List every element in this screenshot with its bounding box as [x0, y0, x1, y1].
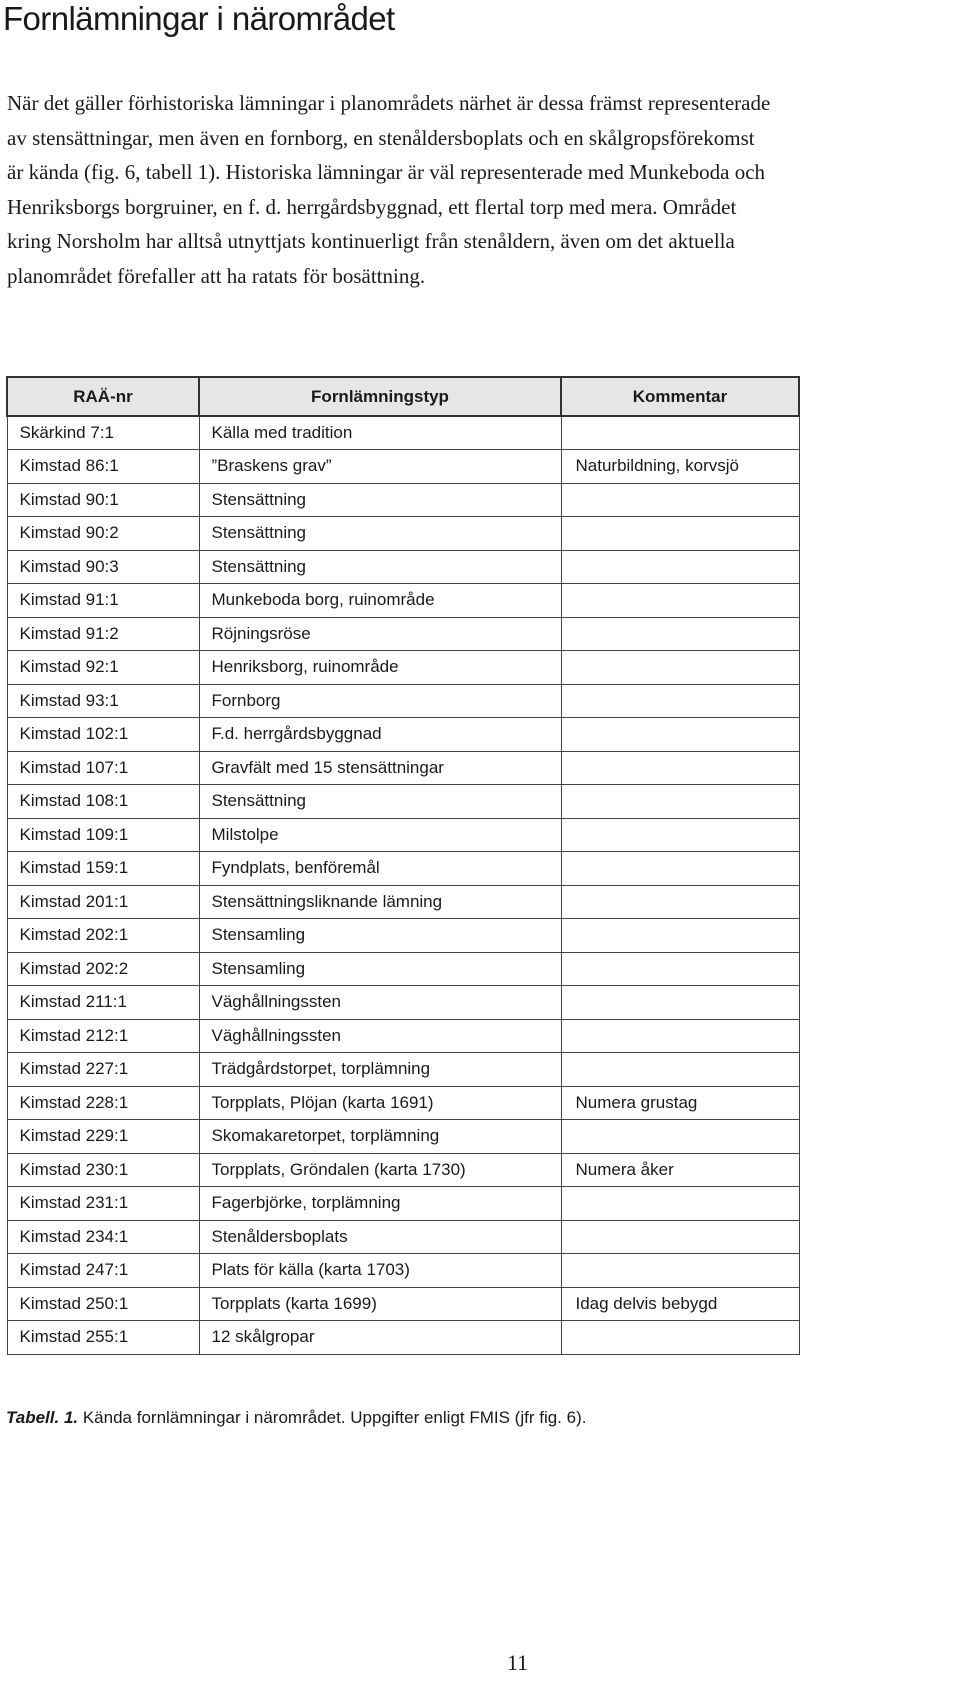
table-row [7, 885, 799, 919]
table-row [7, 483, 799, 517]
table-row [7, 584, 799, 618]
cell-fornlamningstyp: Stensättning [199, 550, 561, 584]
table-row [7, 785, 799, 819]
cell-fornlamningstyp: Röjningsröse [199, 617, 561, 651]
cell-fornlamningstyp: Fornborg [199, 684, 561, 718]
cell-fornlamningstyp: 12 skålgropar [199, 1321, 561, 1355]
cell-fornlamningstyp: Fyndplats, benföremål [199, 852, 561, 886]
table-row [7, 617, 799, 651]
cell-kommentar [561, 550, 799, 584]
cell-fornlamningstyp: ”Braskens grav” [199, 450, 561, 484]
cell-kommentar [561, 1254, 799, 1288]
caption-text: Kända fornlämningar i närområdet. Uppgifter enligt FMIS (jfr fig. 6). [78, 1408, 587, 1427]
cell-raa-nr: Kimstad 228:1 [7, 1086, 199, 1120]
table-body [7, 416, 799, 1354]
cell-fornlamningstyp: Milstolpe [199, 818, 561, 852]
cell-fornlamningstyp: Skomakaretorpet, torplämning [199, 1120, 561, 1154]
cell-kommentar [561, 1053, 799, 1087]
cell-kommentar [561, 718, 799, 752]
cell-kommentar [561, 785, 799, 819]
cell-kommentar [561, 1220, 799, 1254]
cell-fornlamningstyp: Torpplats, Gröndalen (karta 1730) [199, 1153, 561, 1187]
table-row [7, 1019, 799, 1053]
cell-kommentar: Naturbildning, korvsjö [561, 450, 799, 484]
table-row [7, 651, 799, 685]
cell-fornlamningstyp: Plats för källa (karta 1703) [199, 1254, 561, 1288]
cell-kommentar [561, 751, 799, 785]
cell-raa-nr: Kimstad 102:1 [7, 718, 199, 752]
intro-line: kring Norsholm har alltså utnyttjats kontinuerligt från stenåldern, även om det aktuella [7, 229, 735, 253]
cell-raa-nr: Skärkind 7:1 [7, 416, 199, 450]
cell-kommentar [561, 818, 799, 852]
table-row [7, 718, 799, 752]
cell-fornlamningstyp: Stensamling [199, 919, 561, 953]
table-row [7, 818, 799, 852]
cell-raa-nr: Kimstad 202:2 [7, 952, 199, 986]
cell-fornlamningstyp: Stensättning [199, 785, 561, 819]
table-row [7, 1053, 799, 1087]
table-row [7, 684, 799, 718]
cell-raa-nr: Kimstad 212:1 [7, 1019, 199, 1053]
intro-line: av stensättningar, men även en fornborg, en stenåldersboplats och en skålgropsförekomst [7, 125, 755, 150]
cell-fornlamningstyp: Trädgårdstorpet, torplämning [199, 1053, 561, 1087]
cell-raa-nr: Kimstad 86:1 [7, 450, 199, 484]
cell-fornlamningstyp: Torpplats (karta 1699) [199, 1287, 561, 1321]
table-row [7, 1220, 799, 1254]
cell-fornlamningstyp: Väghållningssten [199, 1019, 561, 1053]
table-row [7, 919, 799, 953]
cell-kommentar [561, 885, 799, 919]
page-number: 11 [507, 1650, 529, 1675]
cell-kommentar [561, 1187, 799, 1221]
cell-raa-nr: Kimstad 108:1 [7, 785, 199, 819]
column-header-fornlamningstyp: Fornlämningstyp [199, 377, 561, 416]
cell-fornlamningstyp: Stensättning [199, 483, 561, 517]
table-row [7, 517, 799, 551]
table-row [7, 751, 799, 785]
cell-kommentar [561, 852, 799, 886]
cell-kommentar: Idag delvis bebygd [561, 1287, 799, 1321]
cell-raa-nr: Kimstad 159:1 [7, 852, 199, 886]
cell-raa-nr: Kimstad 107:1 [7, 751, 199, 785]
cell-raa-nr: Kimstad 201:1 [7, 885, 199, 919]
cell-raa-nr: Kimstad 93:1 [7, 684, 199, 718]
table-row [7, 1254, 799, 1288]
cell-raa-nr: Kimstad 230:1 [7, 1153, 199, 1187]
cell-kommentar [561, 517, 799, 551]
cell-raa-nr: Kimstad 90:1 [7, 483, 199, 517]
cell-fornlamningstyp: Fagerbjörke, torplämning [199, 1187, 561, 1221]
cell-raa-nr: Kimstad 91:2 [7, 617, 199, 651]
cell-raa-nr: Kimstad 211:1 [7, 986, 199, 1020]
table-caption [6, 1408, 586, 1428]
cell-fornlamningstyp: Stensamling [199, 952, 561, 986]
cell-kommentar [561, 483, 799, 517]
cell-raa-nr: Kimstad 202:1 [7, 919, 199, 953]
table-row [7, 450, 799, 484]
cell-raa-nr: Kimstad 90:3 [7, 550, 199, 584]
cell-raa-nr: Kimstad 109:1 [7, 818, 199, 852]
cell-raa-nr: Kimstad 92:1 [7, 651, 199, 685]
cell-raa-nr: Kimstad 255:1 [7, 1321, 199, 1355]
cell-kommentar [561, 584, 799, 618]
intro-line: planområdet förefaller att ha ratats för bosättning. [7, 263, 426, 288]
cell-raa-nr: Kimstad 227:1 [7, 1053, 199, 1087]
cell-raa-nr: Kimstad 229:1 [7, 1120, 199, 1154]
cell-fornlamningstyp: F.d. herrgårdsbyggnad [199, 718, 561, 752]
cell-kommentar [561, 919, 799, 953]
cell-fornlamningstyp: Stensättningsliknande lämning [199, 885, 561, 919]
table-row [7, 1187, 799, 1221]
cell-fornlamningstyp: Väghållningssten [199, 986, 561, 1020]
cell-kommentar: Numera grustag [561, 1086, 799, 1120]
page-title: Fornlämningar i närområdet [3, 0, 395, 37]
table-row [7, 1287, 799, 1321]
cell-fornlamningstyp: Munkeboda borg, ruinområde [199, 584, 561, 618]
cell-kommentar [561, 684, 799, 718]
fornlamningar-table [6, 376, 800, 1355]
cell-raa-nr: Kimstad 234:1 [7, 1220, 199, 1254]
table-row [7, 1086, 799, 1120]
cell-raa-nr: Kimstad 90:2 [7, 517, 199, 551]
cell-kommentar [561, 617, 799, 651]
cell-fornlamningstyp: Stensättning [199, 517, 561, 551]
cell-raa-nr: Kimstad 247:1 [7, 1254, 199, 1288]
table-row [7, 986, 799, 1020]
intro-line: Henriksborgs borgruiner, en f. d. herrgårdsbyggnad, ett flertal torp med mera. Området [7, 194, 737, 219]
cell-fornlamningstyp: Henriksborg, ruinområde [199, 651, 561, 685]
table-row [7, 1321, 799, 1355]
cell-kommentar: Numera åker [561, 1153, 799, 1187]
column-header-kommentar: Kommentar [561, 377, 799, 416]
cell-kommentar [561, 1120, 799, 1154]
cell-fornlamningstyp: Källa med tradition [199, 416, 561, 450]
cell-kommentar [561, 1321, 799, 1355]
table-row [7, 416, 799, 450]
table-row [7, 1120, 799, 1154]
cell-kommentar [561, 651, 799, 685]
intro-line: är kända (fig. 6, tabell 1). Historiska lämningar är väl representerade med Munkeboda och [7, 160, 766, 184]
table-row [7, 1153, 799, 1187]
cell-kommentar [561, 952, 799, 986]
table-header-row [7, 377, 799, 416]
cell-kommentar [561, 1019, 799, 1053]
cell-raa-nr: Kimstad 231:1 [7, 1187, 199, 1221]
cell-raa-nr: Kimstad 250:1 [7, 1287, 199, 1321]
table-row [7, 852, 799, 886]
cell-kommentar [561, 986, 799, 1020]
cell-fornlamningstyp: Stenåldersboplats [199, 1220, 561, 1254]
cell-raa-nr: Kimstad 91:1 [7, 584, 199, 618]
table-row [7, 952, 799, 986]
column-header-raa-nr: RAÄ-nr [7, 377, 199, 416]
cell-kommentar [561, 416, 799, 450]
intro-line: När det gäller förhistoriska lämningar i planområdets närhet är dessa främst representerade [7, 91, 771, 115]
caption-label: Tabell. 1. [6, 1408, 79, 1427]
table-row [7, 550, 799, 584]
cell-fornlamningstyp: Gravfält med 15 stensättningar [199, 751, 561, 785]
intro-paragraph [7, 86, 957, 293]
cell-fornlamningstyp: Torpplats, Plöjan (karta 1691) [199, 1086, 561, 1120]
